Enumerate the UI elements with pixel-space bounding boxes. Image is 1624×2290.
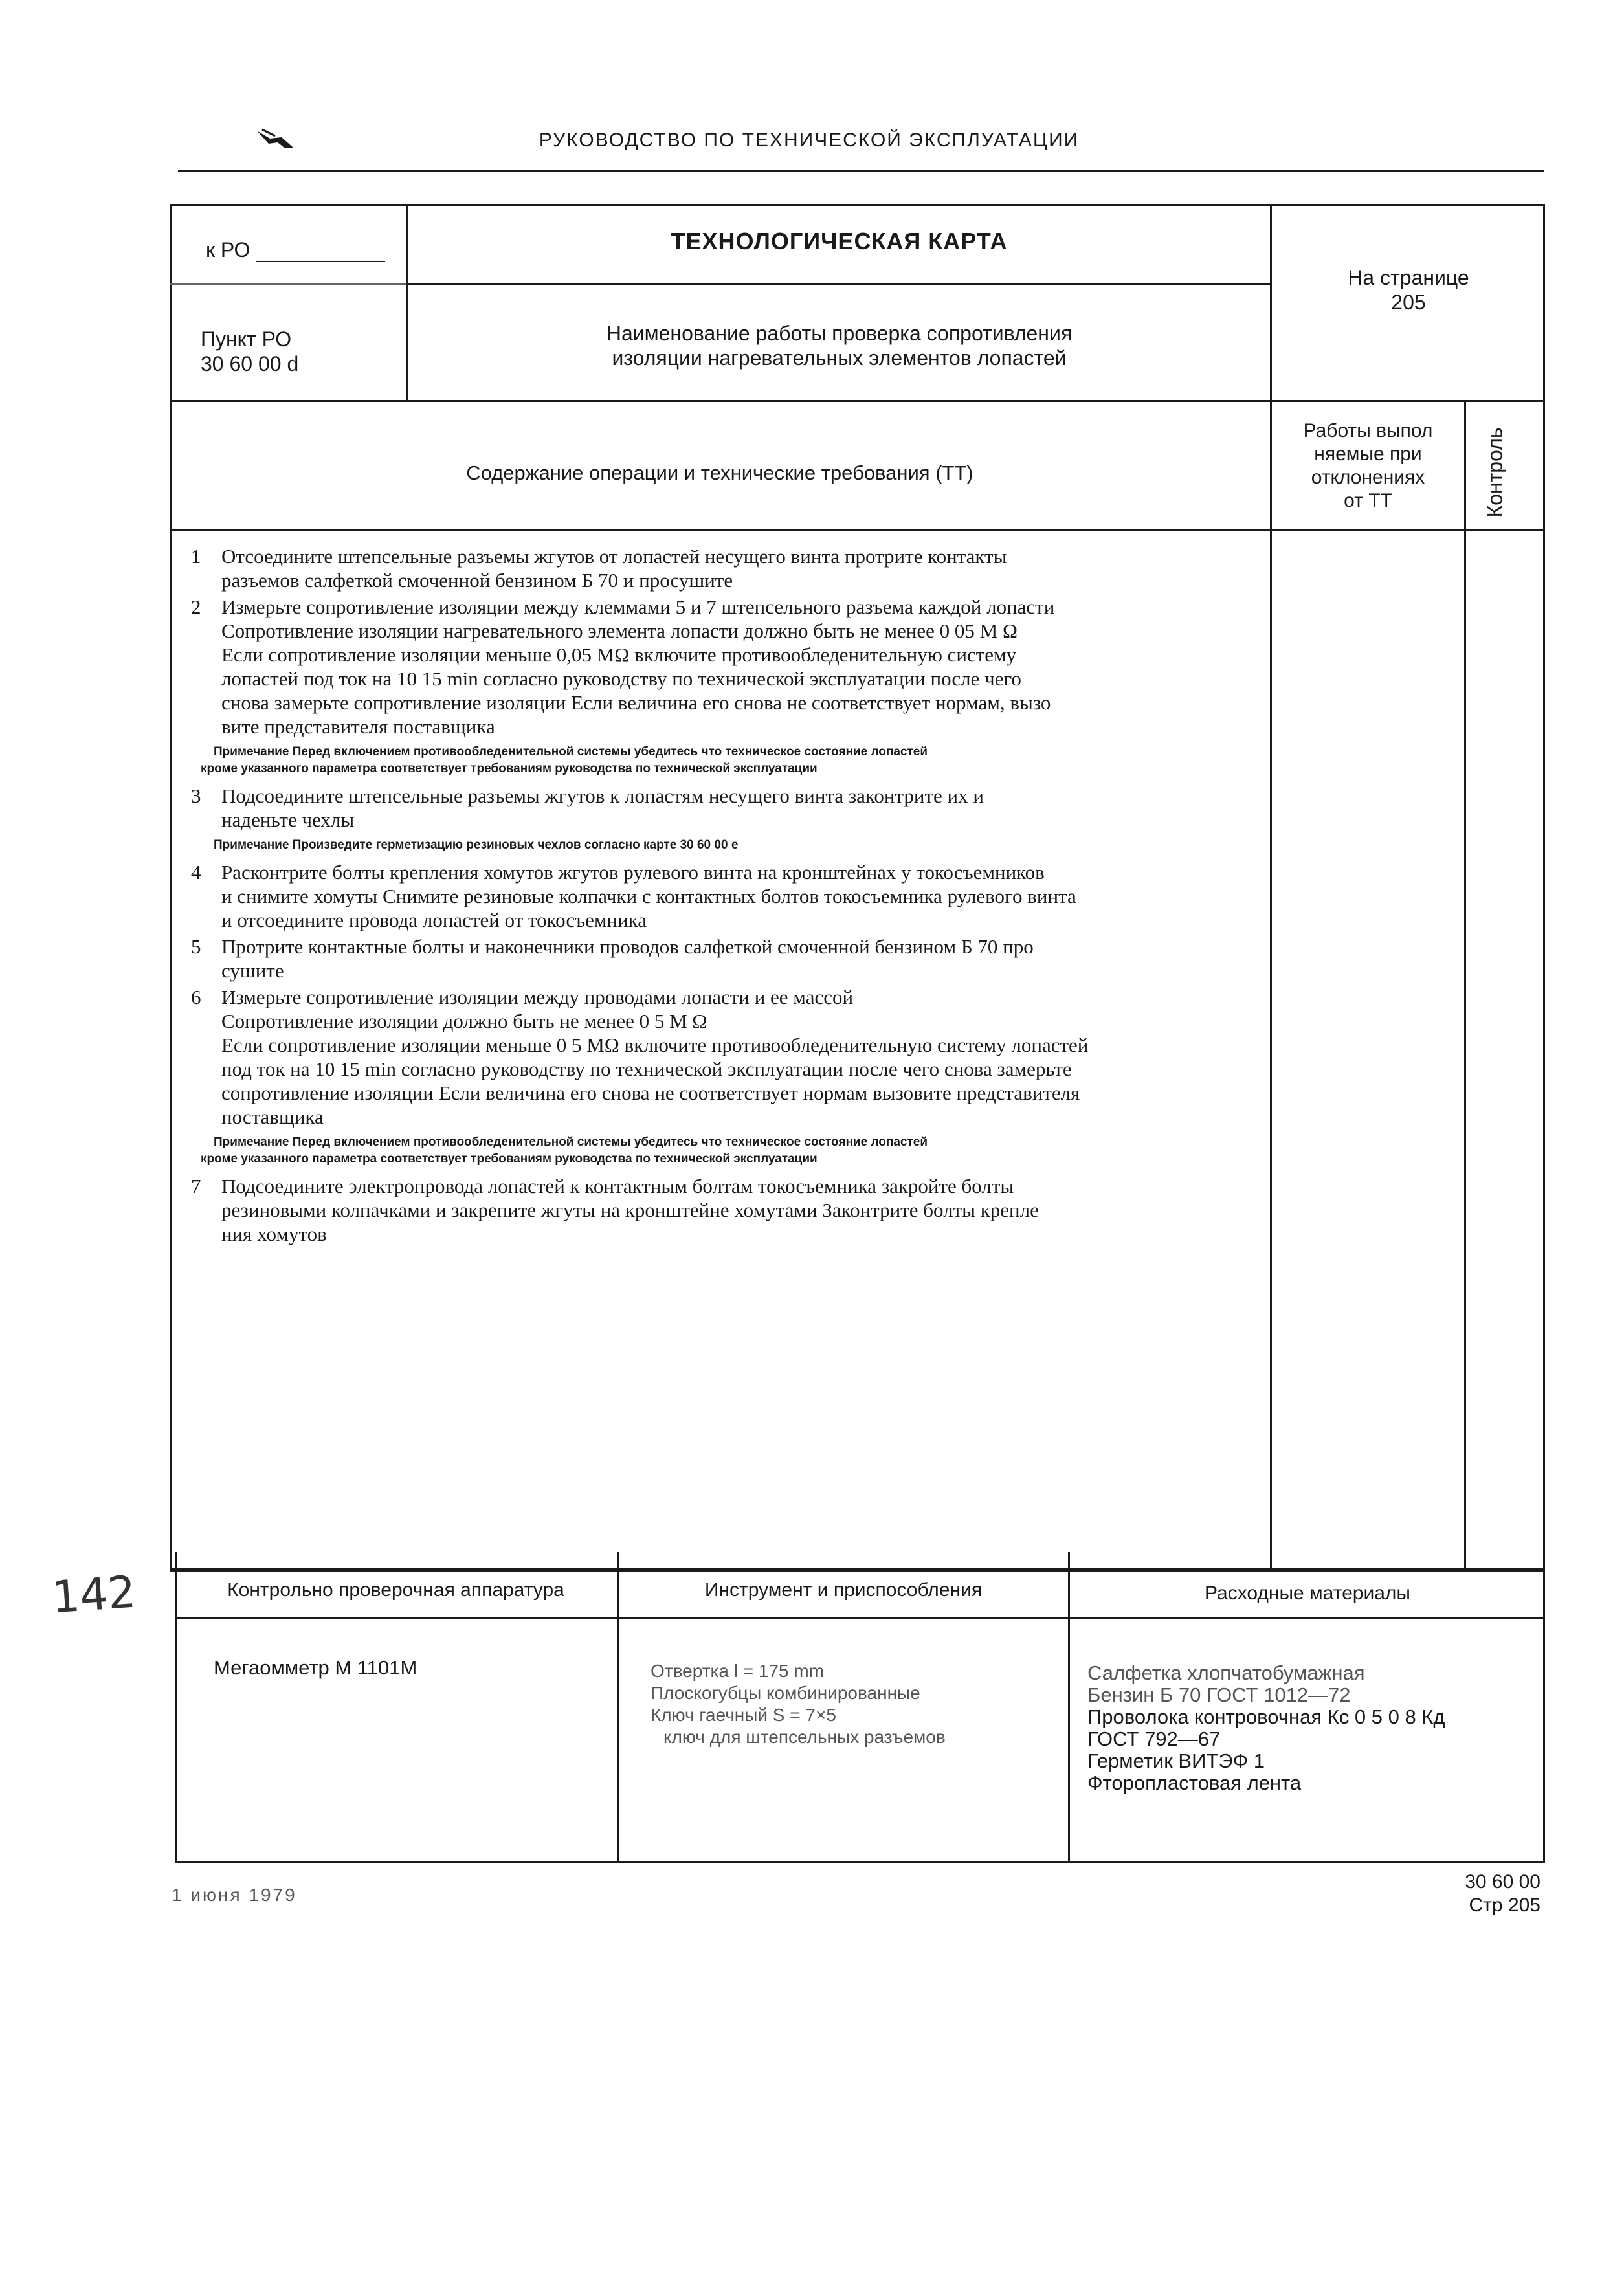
step-text-line: наденьте чехлы xyxy=(221,808,355,831)
footer-col3-item: Фторопластовая лента xyxy=(1087,1772,1302,1794)
step-text-line: Подсоедините электропровода лопастей к контактным болтам токосъемника закройте болты xyxy=(221,1175,1014,1197)
step-note-line: кроме указанного параметра соответствует требованиям руководства по технической эксплуатации xyxy=(201,1152,818,1166)
step-note-line: Примечание Произведите герметизацию резиновых чехлов согласно карте 30 60 00 е xyxy=(214,838,739,852)
deviation-column-header: Работы выпол няемые при отклонениях от ТТ xyxy=(1303,420,1433,511)
footer-col3-item: Бензин Б 70 ГОСТ 1012—72 xyxy=(1087,1684,1351,1706)
header-rule xyxy=(178,170,1544,172)
punkt-value: 30 60 00 d xyxy=(201,352,299,375)
step-note-line: кроме указанного параметра соответствует требованиям руководства по технической эксплуатации xyxy=(201,762,818,775)
footer-col3-item: Салфетка хлопчатобумажная xyxy=(1087,1662,1365,1684)
helicopter-icon xyxy=(256,128,295,151)
footer-col1-item: Мегаомметр М 1101М xyxy=(214,1656,417,1679)
footer-col2-item: Плоскогубцы комбинированные xyxy=(651,1683,920,1703)
step-note-line: Примечание Перед включением противообледенительной системы убедитесь что техническое состояние лопастей xyxy=(214,1135,928,1149)
page-number-footer: Стр 205 xyxy=(1469,1895,1541,1916)
step-number: 4 xyxy=(191,861,201,884)
step-number: 7 xyxy=(191,1175,201,1197)
punkt-label: Пункт РО xyxy=(201,328,292,351)
step-text-line: поставщика xyxy=(221,1106,324,1128)
page-date: 1 июня 1979 xyxy=(172,1885,297,1905)
step-text-line: лопастей под ток на 10 15 min согласно руководству по технической эксплуатации после чего xyxy=(221,667,1021,690)
step-number: 2 xyxy=(191,595,201,618)
card-title: ТЕХНОЛОГИЧЕСКАЯ КАРТА xyxy=(671,228,1008,254)
k-ro-label: к РО xyxy=(206,238,250,261)
step-text-line: Сопротивление изоляции должно быть не менее 0 5 М Ω xyxy=(221,1010,707,1032)
step-text-line: и снимите хомуты Снимите резиновые колпачки с контактных болтов токосъемника рулевого винта xyxy=(221,885,1076,907)
footer-col2-item: ключ для штепсельных разъемов xyxy=(663,1727,946,1747)
work-name-line-2: изоляции нагревательных элементов лопастей xyxy=(612,346,1067,370)
footer-col3-items xyxy=(1087,1662,1445,1794)
step-text-line: под ток на 10 15 min согласно руководству по технической эксплуатации после чего снова замерьте xyxy=(221,1058,1072,1080)
footer-col1-items xyxy=(214,1657,417,1679)
step-text-line: снова замерьте сопротивление изоляции Если величина его снова не соответствует нормам, вызо xyxy=(221,691,1051,714)
step-text-line: Отсоедините штепсельные разъемы жгутов от лопастей несущего винта протрите контакты xyxy=(221,545,1007,568)
page-cell xyxy=(1272,265,1545,315)
step-number: 3 xyxy=(191,784,201,807)
k-ro-cell xyxy=(206,238,385,262)
step-text-line: Измерьте сопротивление изоляции между клеммами 5 и 7 штепсельного разъема каждой лопасти xyxy=(221,595,1055,618)
running-header: РУКОВОДСТВО ПО ТЕХНИЧЕСКОЙ ЭКСПЛУАТАЦИИ xyxy=(539,129,1080,151)
control-column-header: Контроль xyxy=(1483,427,1507,518)
step-text-line: Расконтрите болты крепления хомутов жгутов рулевого винта на кронштейнах у токосъемников xyxy=(221,861,1045,884)
content-column-header: Содержание операции и технические требования (ТТ) xyxy=(466,461,973,484)
footer-col3-item: Герметик ВИТЭФ 1 xyxy=(1087,1750,1265,1772)
footer-col2-item: Ключ гаечный S = 7×5 xyxy=(651,1705,836,1725)
k-ro-field[interactable] xyxy=(256,241,385,262)
page-number: 205 xyxy=(1391,291,1426,314)
section-number: 30 60 00 xyxy=(1465,1871,1541,1893)
punkt-cell xyxy=(201,327,298,376)
page-label: На странице xyxy=(1348,266,1469,289)
step-text-line: сушите xyxy=(221,959,284,982)
footer-col2-header: Инструмент и приспособления xyxy=(704,1579,983,1601)
step-text-line: Подсоедините штепсельные разъемы жгутов к лопастям несущего винта законтрите их и xyxy=(221,784,984,807)
footer-col3-item: ГОСТ 792—67 xyxy=(1087,1728,1221,1750)
footer-col1-header: Контрольно проверочная аппаратура xyxy=(227,1579,564,1601)
step-text-line: Если сопротивление изоляции меньше 0 5 МΩ включите противообледенительную систему лопастей xyxy=(221,1034,1089,1056)
step-text-line: и отсоедините провода лопастей от токосъемника xyxy=(221,909,647,931)
step-note-line: Примечание Перед включением противообледенительной системы убедитесь что техническое состояние лопастей xyxy=(214,745,928,759)
step-text-line: вите представителя поставщика xyxy=(221,715,495,738)
step-text-line: сопротивление изоляции Если величина его снова не соответствует нормам вызовите представителя xyxy=(221,1082,1080,1104)
work-name-line-1: Наименование работы проверка сопротивления xyxy=(606,322,1073,345)
step-text-line: Сопротивление изоляции нагревательного элемента лопасти должно быть не менее 0 05 М Ω xyxy=(221,619,1018,642)
step-text-line: Измерьте сопротивление изоляции между проводами лопасти и ее массой xyxy=(221,986,854,1008)
footer-col2-item: Отвертка l = 175 mm xyxy=(651,1661,825,1681)
step-text-line: ния хомутов xyxy=(221,1223,327,1245)
step-text-line: разъемов салфеткой смоченной бензином Б 70 и просушите xyxy=(221,569,733,592)
work-name xyxy=(408,321,1270,370)
step-number: 5 xyxy=(191,935,201,958)
footer-col2-items xyxy=(651,1660,946,1748)
step-number: 6 xyxy=(191,986,201,1008)
page-reference xyxy=(1398,1871,1541,1917)
step-text-line: Протрите контактные болты и наконечники проводов салфеткой смоченной бензином Б 70 про xyxy=(221,935,1034,958)
handwritten-number: 142 xyxy=(50,1566,138,1624)
footer-col3-item: Проволока контровочная Кс 0 5 0 8 Кд xyxy=(1087,1706,1445,1728)
step-text-line: Если сопротивление изоляции меньше 0,05 МΩ включите противообледенительную систему xyxy=(221,643,1017,666)
step-text-line: резиновыми колпачками и закрепите жгуты на кронштейне хомутами Законтрите болты крепле xyxy=(221,1199,1039,1221)
footer-col3-header: Расходные материалы xyxy=(1205,1583,1410,1604)
step-number: 1 xyxy=(191,545,201,568)
